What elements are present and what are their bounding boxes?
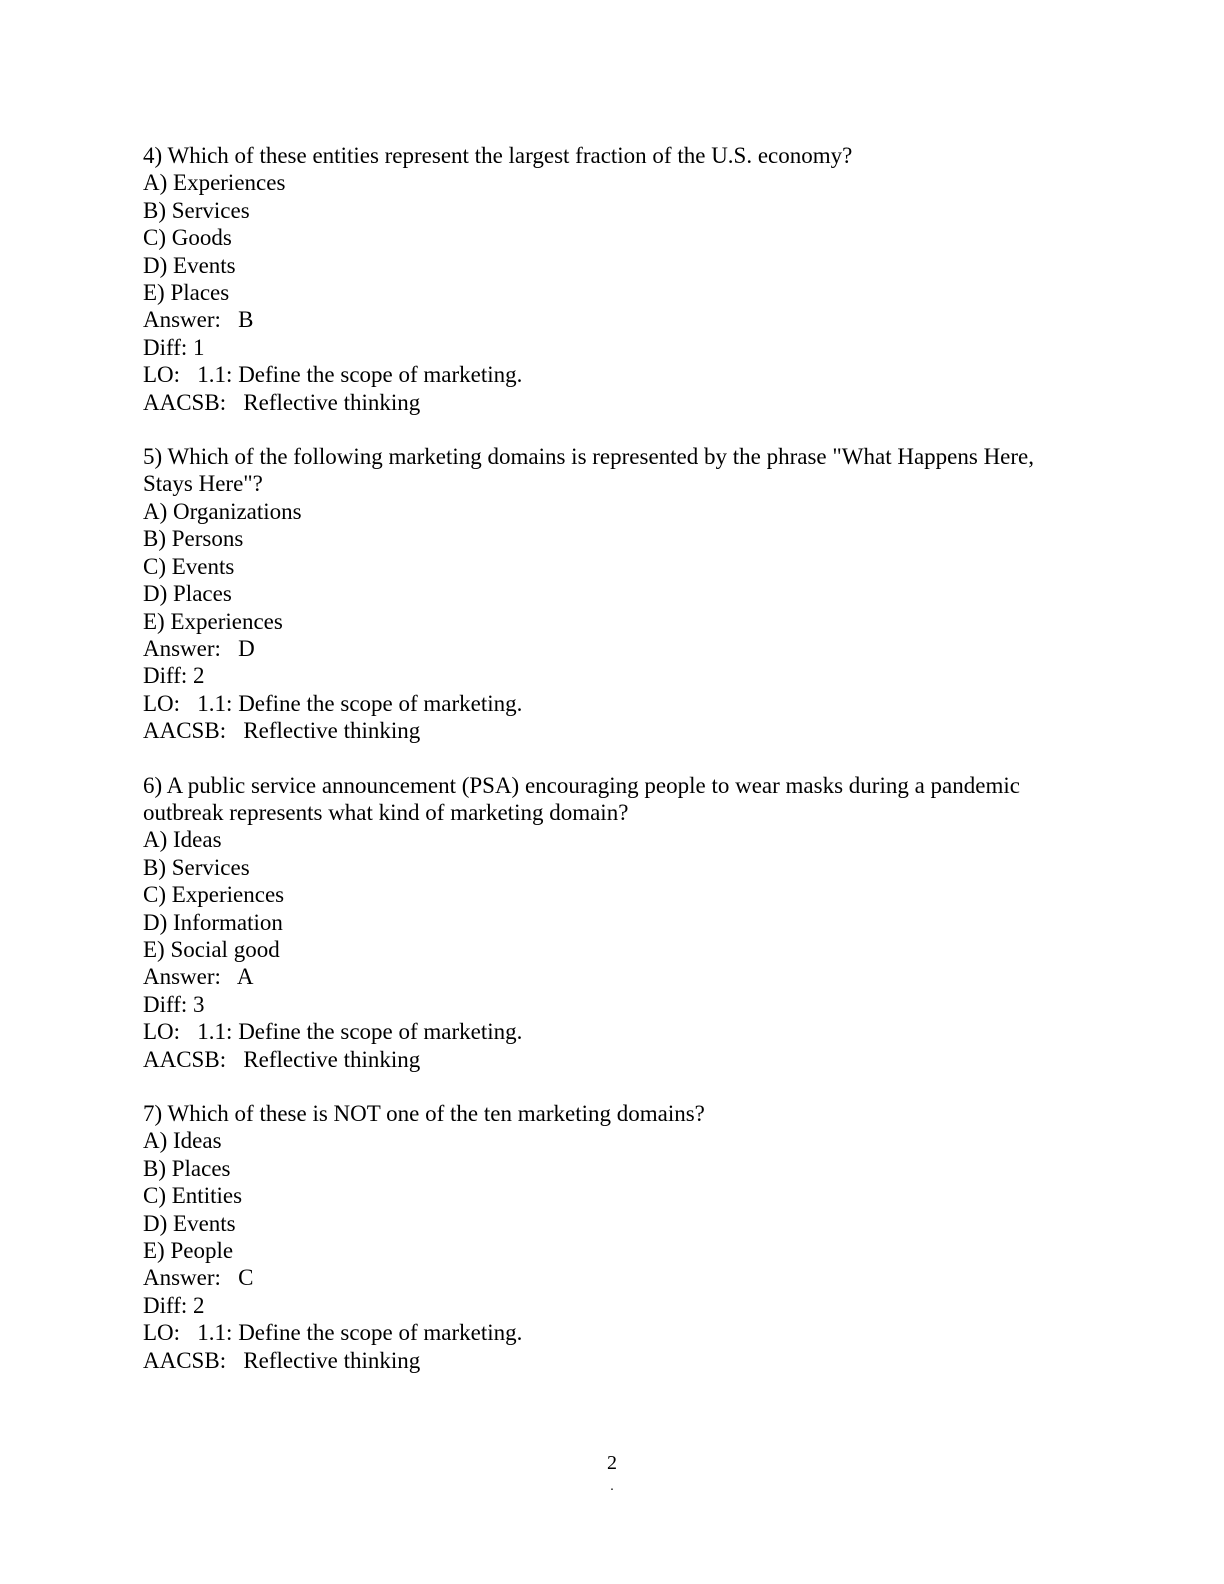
question-5 — [143, 443, 1083, 744]
document-body — [143, 142, 1083, 1401]
difficulty-line: Diff: 2 — [143, 663, 205, 689]
question-6 — [143, 772, 1083, 1073]
option-a: A) Experiences — [143, 170, 286, 196]
option-a: A) Ideas — [143, 1128, 222, 1154]
answer-line: Answer: A — [143, 964, 254, 990]
option-e: E) Social good — [143, 936, 280, 962]
aacsb-line: AACSB: Reflective thinking — [143, 1347, 421, 1373]
option-b: B) Places — [143, 1155, 231, 1181]
question-stem-line: Stays Here"? — [143, 471, 263, 497]
footer-dot: . — [610, 1479, 614, 1494]
option-d: D) Events — [143, 1210, 236, 1236]
learning-objective-line: LO: 1.1: Define the scope of marketing. — [143, 1320, 523, 1346]
option-b: B) Persons — [143, 526, 244, 552]
question-4 — [143, 142, 1083, 416]
aacsb-line: AACSB: Reflective thinking — [143, 718, 421, 744]
option-e: E) Places — [143, 280, 230, 306]
question-stem-line: 4) Which of these entities represent the largest fraction of the U.S. economy? — [143, 143, 853, 168]
answer-line: Answer: D — [143, 635, 255, 661]
option-e: E) People — [143, 1238, 234, 1264]
question-stem-line: 7) Which of these is NOT one of the ten marketing domains? — [143, 1101, 705, 1126]
learning-objective-line: LO: 1.1: Define the scope of marketing. — [143, 1019, 523, 1045]
aacsb-line: AACSB: Reflective thinking — [143, 1046, 421, 1072]
option-d: D) Events — [143, 252, 236, 278]
option-b: B) Services — [143, 854, 250, 880]
question-stem-line: outbreak represents what kind of marketing domain? — [143, 799, 629, 825]
page-number: 2 — [607, 1452, 617, 1474]
aacsb-line: AACSB: Reflective thinking — [143, 389, 421, 415]
option-b: B) Services — [143, 197, 250, 223]
option-e: E) Experiences — [143, 608, 283, 634]
difficulty-line: Diff: 2 — [143, 1292, 205, 1318]
difficulty-line: Diff: 3 — [143, 991, 205, 1017]
option-c: C) Events — [143, 553, 235, 579]
option-c: C) Entities — [143, 1183, 243, 1209]
option-d: D) Places — [143, 581, 232, 607]
answer-line: Answer: B — [143, 307, 254, 333]
option-a: A) Ideas — [143, 827, 222, 853]
option-a: A) Organizations — [143, 498, 302, 524]
answer-line: Answer: C — [143, 1265, 254, 1291]
option-c: C) Goods — [143, 225, 232, 251]
option-d: D) Information — [143, 909, 283, 935]
question-stem-line: 5) Which of the following marketing domains is represented by the phrase "What Happens Here, — [143, 444, 1035, 470]
learning-objective-line: LO: 1.1: Define the scope of marketing. — [143, 362, 523, 388]
difficulty-line: Diff: 1 — [143, 334, 205, 360]
question-stem-line: 6) A public service announcement (PSA) encouraging people to wear masks during a pandemic — [143, 772, 1020, 798]
option-c: C) Experiences — [143, 882, 285, 908]
question-7 — [143, 1100, 1083, 1374]
learning-objective-line: LO: 1.1: Define the scope of marketing. — [143, 690, 523, 716]
